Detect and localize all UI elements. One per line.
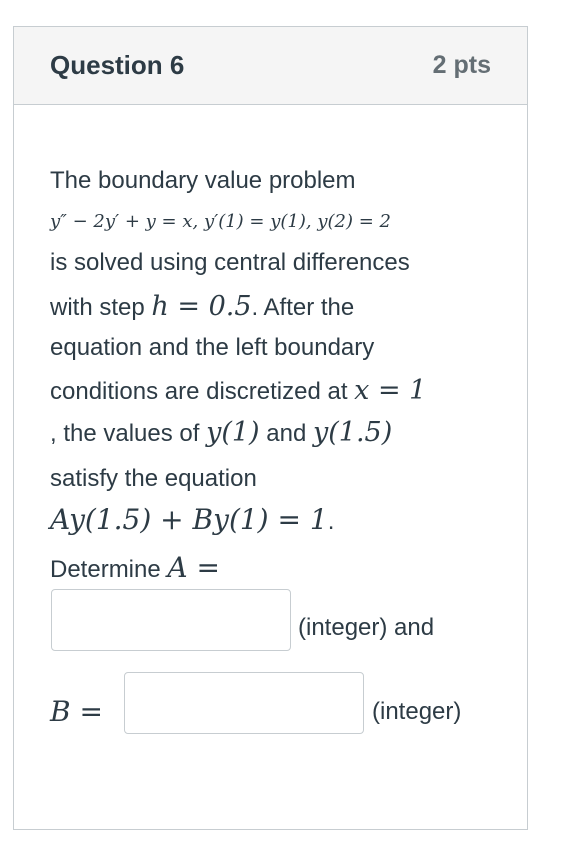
question-text-line-1: The boundary value problem	[50, 167, 356, 194]
y1-math: y(1)	[206, 417, 260, 448]
bvp-equation: y″ − 2y′ + y = x, y′(1) = y(1), y(2) = 2	[50, 211, 391, 232]
question-text-line-8: satisfy the equation	[50, 465, 257, 492]
question-card	[13, 26, 528, 830]
line6-prefix: conditions are discretized at	[50, 378, 355, 405]
answer-a-hint: (integer) and	[298, 614, 435, 641]
b-equals-label	[50, 695, 103, 728]
answer-a-input[interactable]	[51, 589, 291, 651]
question-text-line-4	[50, 291, 354, 322]
a-equals-math: A =	[167, 551, 220, 584]
question-title: Question 6	[50, 50, 185, 80]
question-points: 2 pts	[432, 51, 491, 79]
main-equation: Ay(1.5) + By(1) = 1	[50, 503, 328, 536]
determine-label: Determine	[50, 556, 168, 583]
question-text-line-3: is solved using central differences	[50, 249, 410, 276]
main-equation-suffix: .	[327, 508, 335, 535]
line7-prefix: , the values of	[50, 420, 207, 447]
x-equals-math: x = 1	[354, 375, 427, 406]
line7-and: and	[259, 420, 313, 447]
line4-suffix: . After the	[251, 294, 355, 321]
question-text-line-7	[50, 417, 392, 448]
answer-b-input[interactable]	[124, 672, 364, 734]
question-header	[14, 27, 527, 105]
question-text-line-6	[50, 375, 426, 406]
line4-prefix: with step	[50, 294, 152, 321]
b-equals-math: B =	[50, 695, 103, 728]
question-text-line-5: equation and the left boundary	[50, 334, 375, 361]
y15-math: y(1.5)	[312, 417, 393, 448]
main-equation-line	[50, 503, 334, 536]
step-size-math: h = 0.5	[151, 291, 252, 322]
determine-line	[50, 551, 220, 584]
answer-b-hint: (integer)	[372, 698, 462, 725]
